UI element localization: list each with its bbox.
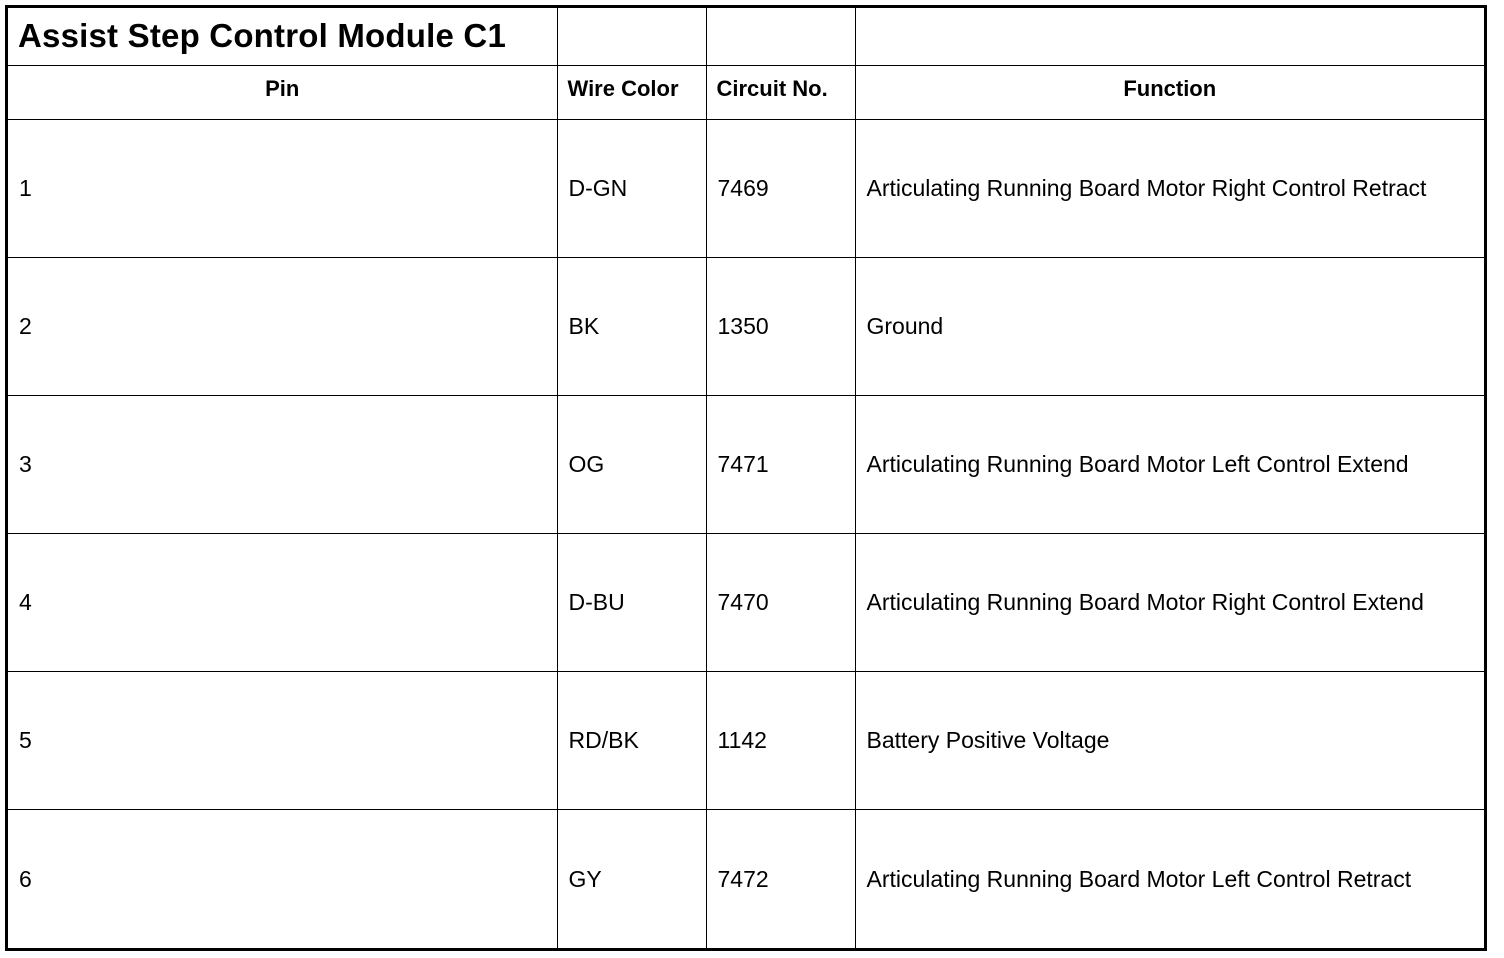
function-cell: Articulating Running Board Motor Left Control Extend (855, 395, 1484, 533)
circuit-no-cell: 7472 (706, 810, 855, 948)
pin-cell: 1 (8, 119, 557, 257)
function-cell: Articulating Running Board Motor Right Control Retract (855, 119, 1484, 257)
table-row (8, 395, 1484, 533)
circuit-no-cell: 7469 (706, 119, 855, 257)
wire-color-cell: D-BU (557, 534, 706, 672)
table-row (8, 119, 1484, 257)
table-row (8, 810, 1484, 948)
pin-cell: 4 (8, 534, 557, 672)
title-empty-cell (706, 8, 855, 65)
column-header-wire-color: Wire Color (557, 65, 706, 119)
wire-color-cell: GY (557, 810, 706, 948)
function-cell: Articulating Running Board Motor Left Control Retract (855, 810, 1484, 948)
function-cell: Battery Positive Voltage (855, 672, 1484, 810)
column-header-function: Function (855, 65, 1484, 119)
function-cell: Ground (855, 257, 1484, 395)
pin-cell: 6 (8, 810, 557, 948)
circuit-no-cell: 1350 (706, 257, 855, 395)
table-row (8, 672, 1484, 810)
function-cell: Articulating Running Board Motor Right Control Extend (855, 534, 1484, 672)
wire-color-cell: BK (557, 257, 706, 395)
title-empty-cell (855, 8, 1484, 65)
circuit-no-cell: 1142 (706, 672, 855, 810)
pin-cell: 3 (8, 395, 557, 533)
column-header-circuit-no: Circuit No. (706, 65, 855, 119)
column-header-pin: Pin (8, 65, 557, 119)
title-empty-cell (557, 8, 706, 65)
pin-cell: 2 (8, 257, 557, 395)
connector-pinout-sheet (5, 5, 1487, 951)
circuit-no-cell: 7470 (706, 534, 855, 672)
table-row (8, 257, 1484, 395)
title-row (8, 8, 1484, 65)
table-title: Assist Step Control Module C1 (8, 8, 557, 65)
table-row (8, 534, 1484, 672)
circuit-no-cell: 7471 (706, 395, 855, 533)
wire-color-cell: D-GN (557, 119, 706, 257)
pinout-table (8, 8, 1484, 948)
column-header-row (8, 65, 1484, 119)
wire-color-cell: RD/BK (557, 672, 706, 810)
wire-color-cell: OG (557, 395, 706, 533)
pin-cell: 5 (8, 672, 557, 810)
